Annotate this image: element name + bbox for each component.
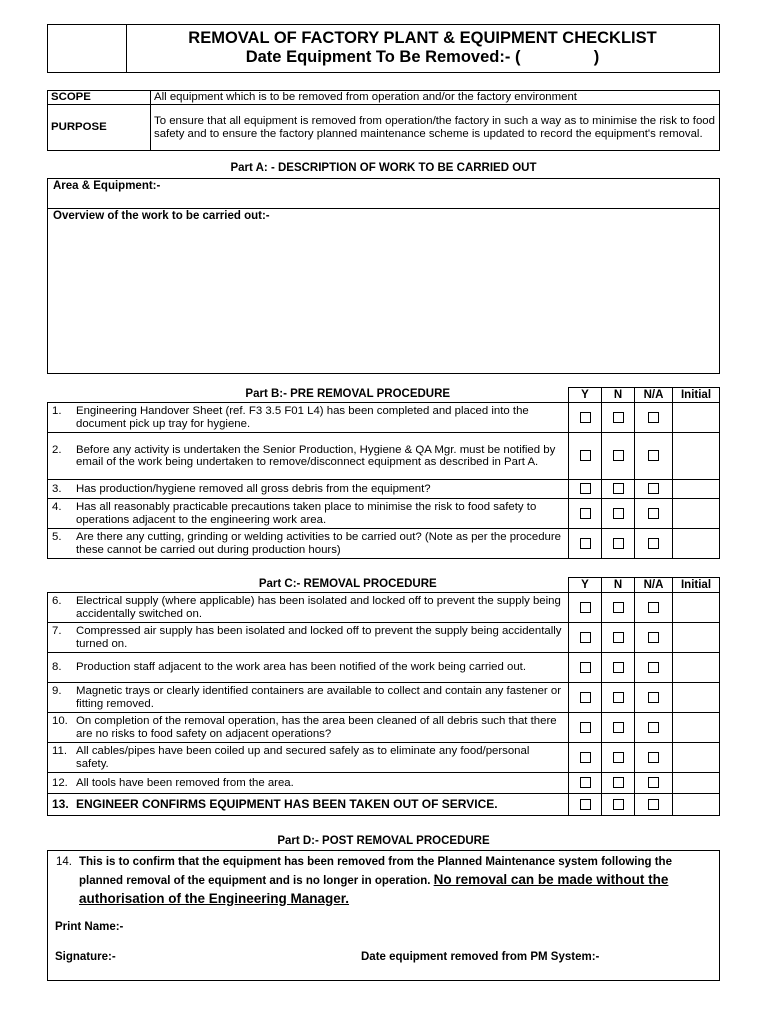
question-number: 5. (52, 531, 62, 543)
na-cell (635, 713, 673, 743)
col-y-header: Y (569, 578, 602, 593)
na-checkbox[interactable] (648, 483, 659, 494)
n-cell (602, 623, 635, 653)
question-number: 1. (52, 405, 62, 417)
na-cell (635, 743, 673, 773)
n-checkbox[interactable] (613, 602, 624, 613)
question-cell (48, 773, 569, 794)
na-cell (635, 480, 673, 499)
pm-removal-date-label: Date equipment removed from PM System:- (361, 951, 600, 963)
item-number: 14. (56, 856, 72, 868)
logo-cell (48, 25, 127, 72)
form-header (47, 24, 720, 73)
na-checkbox[interactable] (648, 662, 659, 673)
y-cell (569, 743, 602, 773)
n-checkbox[interactable] (613, 752, 624, 763)
na-cell (635, 653, 673, 683)
n-cell (602, 794, 635, 816)
n-checkbox[interactable] (613, 508, 624, 519)
col-n-header: N (602, 388, 635, 403)
n-checkbox[interactable] (613, 483, 624, 494)
na-checkbox[interactable] (648, 602, 659, 613)
y-cell (569, 623, 602, 653)
question-cell (48, 403, 569, 433)
checklist-row (48, 713, 720, 743)
n-cell (602, 403, 635, 433)
n-cell (602, 529, 635, 559)
col-initial-header: Initial (673, 388, 720, 403)
question-number: 2. (52, 443, 62, 456)
n-checkbox[interactable] (613, 722, 624, 733)
checklist-row (48, 683, 720, 713)
question-text: On completion of the removal operation, has the area been cleaned of all debris such that there are no risks to food safety on adjacent operations? (76, 715, 557, 740)
part-d-title: Part D:- POST REMOVAL PROCEDURE (277, 835, 490, 847)
question-cell (48, 480, 569, 499)
part-b-table (47, 387, 720, 559)
y-checkbox[interactable] (580, 602, 591, 613)
question-number: 8. (52, 661, 62, 674)
n-cell (602, 499, 635, 529)
authorisation-warning: No removal can be made without the authorisation of the Engineering Manager. (79, 872, 669, 906)
checklist-row (48, 433, 720, 480)
initial-field[interactable] (673, 653, 720, 683)
n-cell (602, 653, 635, 683)
n-cell (602, 683, 635, 713)
n-cell (602, 743, 635, 773)
header-title-block (126, 25, 719, 72)
initial-field[interactable] (673, 743, 720, 773)
print-name-field[interactable] (55, 921, 123, 933)
n-checkbox[interactable] (613, 538, 624, 549)
form-title: REMOVAL OF FACTORY PLANT & EQUIPMENT CHECKLIST (188, 29, 657, 47)
n-cell (602, 773, 635, 794)
initial-field[interactable] (673, 713, 720, 743)
question-number: 13. (52, 797, 69, 812)
na-cell (635, 794, 673, 816)
n-checkbox[interactable] (613, 692, 624, 703)
scope-label: SCOPE (48, 91, 151, 105)
question-text: All tools have been removed from the area. (76, 776, 294, 789)
col-na-header: N/A (635, 578, 673, 593)
purpose-label: PURPOSE (48, 105, 151, 151)
n-checkbox[interactable] (613, 777, 624, 788)
na-cell (635, 433, 673, 480)
y-cell (569, 773, 602, 794)
question-number: 6. (52, 595, 62, 607)
initial-field[interactable] (673, 529, 720, 559)
n-cell (602, 433, 635, 480)
n-checkbox[interactable] (613, 662, 624, 673)
na-cell (635, 593, 673, 623)
y-cell (569, 713, 602, 743)
confirmation-statement (56, 854, 716, 909)
print-name-label: Print Name:- (55, 921, 124, 933)
n-cell (602, 713, 635, 743)
na-cell (635, 623, 673, 653)
y-cell (569, 403, 602, 433)
signature-label: Signature:- (55, 951, 116, 963)
checklist-row (48, 529, 720, 559)
y-checkbox[interactable] (580, 632, 591, 643)
question-text: Before any activity is undertaken the Senior Production, Hygiene & QA Mgr. must be notified by email of the work being undertaken to remove/disconnect equipment as described in Part A. (76, 443, 556, 468)
n-cell (602, 593, 635, 623)
na-cell (635, 773, 673, 794)
na-checkbox[interactable] (648, 538, 659, 549)
question-cell (48, 743, 569, 773)
question-text: Electrical supply (where applicable) has been isolated and locked off to prevent the supply being accidentally switched on. (76, 595, 561, 620)
na-checkbox[interactable] (648, 508, 659, 519)
y-cell (569, 653, 602, 683)
y-checkbox[interactable] (580, 662, 591, 673)
question-cell (48, 499, 569, 529)
question-cell (48, 623, 569, 653)
overview-label: Overview of the work to be carried out:- (53, 210, 270, 222)
question-text: Production staff adjacent to the work area has been notified of the work being carried out. (76, 661, 526, 674)
y-cell (569, 529, 602, 559)
scope-purpose-table (47, 90, 720, 151)
checklist-row (48, 773, 720, 794)
checklist-row (48, 794, 720, 816)
initial-field[interactable] (673, 499, 720, 529)
removal-date-line: Date Equipment To Be Removed:- ( ) (245, 48, 600, 66)
initial-field[interactable] (673, 773, 720, 794)
question-number: 3. (52, 482, 62, 495)
question-text: All cables/pipes have been coiled up and secured safely as to eliminate any food/personal safety. (76, 745, 530, 770)
y-checkbox[interactable] (580, 450, 591, 461)
col-y-header: Y (569, 388, 602, 403)
na-checkbox[interactable] (648, 412, 659, 423)
question-number: 7. (52, 625, 62, 637)
na-cell (635, 403, 673, 433)
na-checkbox[interactable] (648, 722, 659, 733)
question-number: 9. (52, 685, 62, 697)
part-a-title: Part A: - DESCRIPTION OF WORK TO BE CARRIED OUT (230, 162, 537, 174)
pm-removal-date-field[interactable] (361, 951, 599, 963)
n-checkbox[interactable] (613, 412, 624, 423)
purpose-text: To ensure that all equipment is removed from operation/the factory in such a way as to minimise the risk to food safety and to ensure the factory planned maintenance scheme is updated to record the equipment's removal. (151, 105, 720, 151)
overview-field[interactable] (47, 208, 720, 374)
scope-text: All equipment which is to be removed from operation and/or the factory environment (151, 91, 720, 105)
question-number: 4. (52, 501, 62, 513)
y-checkbox[interactable] (580, 799, 591, 810)
na-cell (635, 499, 673, 529)
y-checkbox[interactable] (580, 777, 591, 788)
na-cell (635, 683, 673, 713)
checklist-row (48, 593, 720, 623)
question-number: 10. (52, 715, 68, 727)
na-checkbox[interactable] (648, 692, 659, 703)
checklist-row (48, 623, 720, 653)
part-d-box (47, 850, 720, 981)
question-number: 12. (52, 776, 68, 789)
na-checkbox[interactable] (648, 777, 659, 788)
y-cell (569, 593, 602, 623)
y-checkbox[interactable] (580, 508, 591, 519)
signature-field[interactable] (55, 951, 116, 963)
question-text: Compressed air supply has been isolated and locked off to prevent the supply being accidentally turned on. (76, 625, 562, 650)
na-checkbox[interactable] (648, 632, 659, 643)
y-checkbox[interactable] (580, 412, 591, 423)
y-cell (569, 480, 602, 499)
na-cell (635, 529, 673, 559)
y-cell (569, 499, 602, 529)
y-checkbox[interactable] (580, 483, 591, 494)
question-cell (48, 433, 569, 480)
checklist-row (48, 653, 720, 683)
area-equipment-field[interactable] (47, 178, 720, 209)
part-c-title: Part C:- REMOVAL PROCEDURE (258, 578, 437, 591)
area-equipment-label: Area & Equipment:- (53, 180, 161, 192)
initial-field[interactable] (673, 794, 720, 816)
initial-field[interactable] (673, 623, 720, 653)
y-checkbox[interactable] (580, 722, 591, 733)
y-checkbox[interactable] (580, 692, 591, 703)
col-na-header: N/A (635, 388, 673, 403)
col-n-header: N (602, 578, 635, 593)
question-text: Has all reasonably practicable precautions taken place to minimise the risk to food safety to operations adjacent to the engineering work area. (76, 501, 537, 526)
part-b-title: Part B:- PRE REMOVAL PROCEDURE (245, 388, 451, 401)
part-c-table (47, 577, 720, 816)
n-checkbox[interactable] (613, 632, 624, 643)
question-cell (48, 593, 569, 623)
initial-field[interactable] (673, 593, 720, 623)
initial-field[interactable] (673, 683, 720, 713)
question-number: 11. (52, 745, 67, 757)
question-cell (48, 529, 569, 559)
question-text: Engineering Handover Sheet (ref. F3 3.5 F01 L4) has been completed and placed into the document pick up tray for hygiene. (76, 405, 529, 430)
question-text: Are there any cutting, grinding or welding activities to be carried out? (Note as per the procedure these cannot be carried out during production hours) (76, 531, 562, 556)
y-checkbox[interactable] (580, 752, 591, 763)
y-cell (569, 433, 602, 480)
confirmation-text: This is to confirm that the equipment has been removed from the Planned Maintenance system following the planned removal of the equipment and is no longer in operation. (79, 856, 672, 887)
checklist-row (48, 480, 720, 499)
n-checkbox[interactable] (613, 450, 624, 461)
na-checkbox[interactable] (648, 752, 659, 763)
checklist-row (48, 403, 720, 433)
y-cell (569, 794, 602, 816)
initial-field[interactable] (673, 433, 720, 480)
na-checkbox[interactable] (648, 799, 659, 810)
na-checkbox[interactable] (648, 450, 659, 461)
question-text: Has production/hygiene removed all gross debris from the equipment? (76, 482, 431, 495)
question-cell (48, 683, 569, 713)
question-cell (48, 653, 569, 683)
n-checkbox[interactable] (613, 799, 624, 810)
question-cell (48, 713, 569, 743)
initial-field[interactable] (673, 403, 720, 433)
question-text: ENGINEER CONFIRMS EQUIPMENT HAS BEEN TAKEN OUT OF SERVICE. (76, 797, 498, 812)
question-cell (48, 794, 569, 816)
y-cell (569, 683, 602, 713)
checklist-row (48, 743, 720, 773)
n-cell (602, 480, 635, 499)
col-initial-header: Initial (673, 578, 720, 593)
initial-field[interactable] (673, 480, 720, 499)
question-text: Magnetic trays or clearly identified containers are available to collect and contain any fastener or fitting removed. (76, 685, 561, 710)
y-checkbox[interactable] (580, 538, 591, 549)
checklist-row (48, 499, 720, 529)
